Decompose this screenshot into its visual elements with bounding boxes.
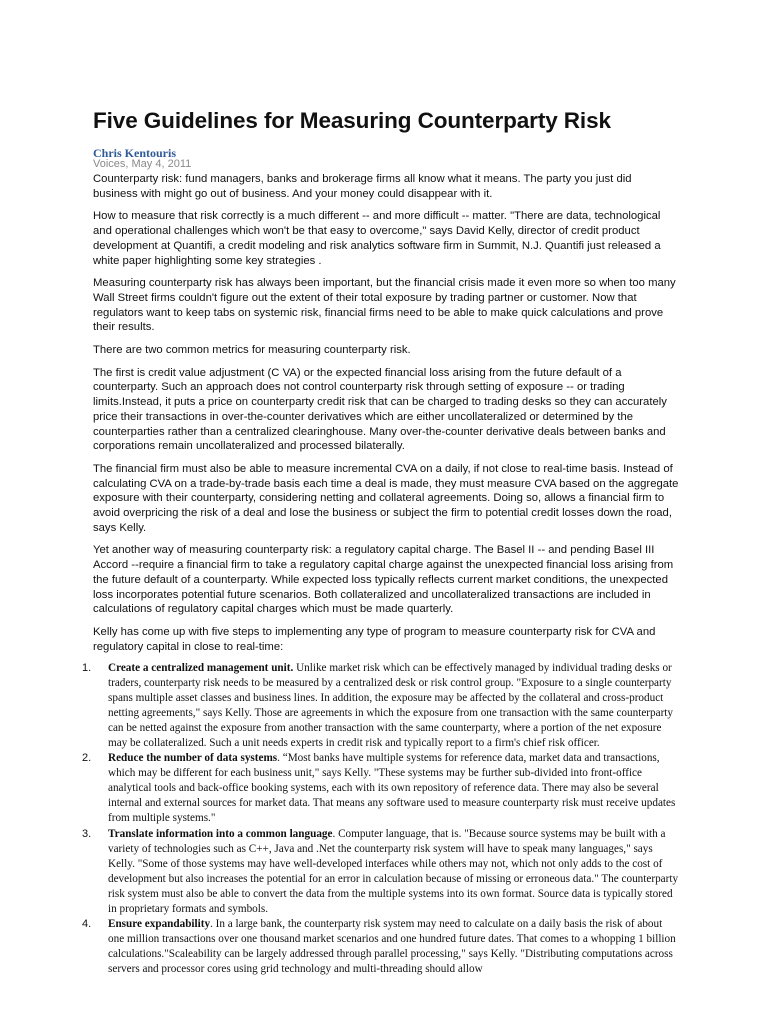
paragraph: The financial firm must also be able to measure incremental CVA on a daily, if not close to real-time basis. Instead of calculating CVA on a trade-by-trade basis each time a deal is made, they must measure CVA based on the aggregate exposure with their counterparty, considering netting and collateral agreements. Doing so, allows a financial firm to avoid overpricing the risk of a deal and lose the business or subject the firm to potential credit losses down the road, says Kelly. [93,462,679,534]
list-item [80,751,680,826]
paragraph: Measuring counterparty risk has always been important, but the financial crisis made it even more so when too many Wall Street firms couldn't figure out the extent of their total exposure by trading partner or customer. Now that regulators want to keep tabs on systemic risk, financial firms need to be able to make quick calculations and prove their results. [93,277,676,334]
list-item-heading: Translate information into a common language [108,827,333,840]
list-item [80,661,680,750]
paragraph: There are two common metrics for measuring counterparty risk. [93,344,411,357]
paragraph: The first is credit value adjustment (C VA) or the expected financial loss arising from the future default of a counterparty. Such an approach does not control counterparty risk through setting of exposure -- or trading limits.Instead, it puts a price on counterparty credit risk that can be charged to trading desks so they can accurately price their transactions in over-the-counter derivatives which are either uncollateralized or determined by the counterparties rather than a centralized clearinghouse. Many over-the-counter derivative deals between banks and corporations remain uncollateralized and processed bilaterally. [93,366,667,453]
list-number: 4. [82,918,92,931]
article-dateline: Voices, May 4, 2011 [93,158,192,170]
list-item [80,827,680,916]
list-item-heading: Ensure expandability [108,918,211,931]
list-item-text: . “Most banks have multiple systems for reference data, market data and transactions, which may be different for each business unit," says Kelly. "These systems may be further sub-divided into front-office analytical tools and back-office booking systems, each with its own repository of reference data. There may also be several internal and external sources for market data. That means any software used to measure counterparty risk must receive updates from multiple systems." [108,752,676,825]
paragraph: Kelly has come up with five steps to implementing any type of program to measure counterparty risk for CVA and regulatory capital in close to real-time: [93,625,656,653]
article-body [93,172,679,662]
list-item [80,917,680,977]
author-name[interactable]: Chris Kentouris [93,146,177,160]
list-number: 1. [82,662,92,674]
list-item-text: . In a large bank, the counterparty risk system may need to calculate on a daily basis the risk of about one million transactions over one thousand market scenarios and one hundred future dates. That comes to a whopping 1 billion calculations."Scaleability can be largely addressed through parallel processing," says Kelly. "Distributing computations across servers and processor cores using grid technology and multi-threading should allow [108,918,676,976]
article-title: Five Guidelines for Measuring Counterparty Risk [93,108,611,133]
list-number: 2. [82,752,92,765]
guidelines-list [80,661,680,978]
list-number: 3. [82,827,92,840]
paragraph: Counterparty risk: fund managers, banks and brokerage firms all know what it means. The party you just did business with might go out of business. And your money could disappear with it. [93,173,632,200]
paragraph: How to measure that risk correctly is a much different -- and more difficult -- matter. "There are data, technological and operational challenges which won't be that easy to overcome," says David Kelly, director of credit product development at Quantifi, a credit modeling and risk analytics software firm in Summit, N.J. Quantifi just released a white paper highlighting some key strategies . [93,210,661,267]
list-item-heading: Create a centralized management unit. [108,662,294,674]
paragraph: Yet another way of measuring counterparty risk: a regulatory capital charge. The Basel II -- and pending Basel III Accord --require a financial firm to take a regulatory capital charge against the unexpected financial loss arising from the future default of a counterparty. While expected loss typically reflects current market conditions, the unexpected loss incorporates potential future scenarios. Both collateralized and uncollateralized transactions are included in calculations of regulatory capital charges which must be made quarterly. [93,544,674,616]
list-item-heading: Reduce the number of data systems [108,752,278,765]
list-item-text: . Computer language, that is. "Because source systems may be built with a variety of technologies such as C++, Java and .Net the counterparty risk system will have to speak many languages," says Kelly. "Some of those systems may have well-developed interfaces while others may not, which not only adds to the cost of development but also increases the potential for an error in calculation because of missing or erroneous data." The counterparty risk system must also be able to convert the data from the multiple systems into its own format. Source data is typically stored in proprietary formats and symbols. [108,827,679,915]
list-item-text: Unlike market risk which can be effectively managed by individual trading desks or traders, counterparty risk needs to be measured by a centralized desk or risk control group. "Exposure to a single counterparty spans multiple asset classes and business lines. In addition, the exposure may be affected by the collateral and cross-product netting agreements," says Kelly. Those are agreements in which the exposure from one transaction with the same counterparty can be netted against the exposure from another transaction with the same counterparty, where a portion of the net exposure may be collateralized. Such a unit needs experts in credit risk and typically report to a firm's chief risk officer. [108,662,674,749]
